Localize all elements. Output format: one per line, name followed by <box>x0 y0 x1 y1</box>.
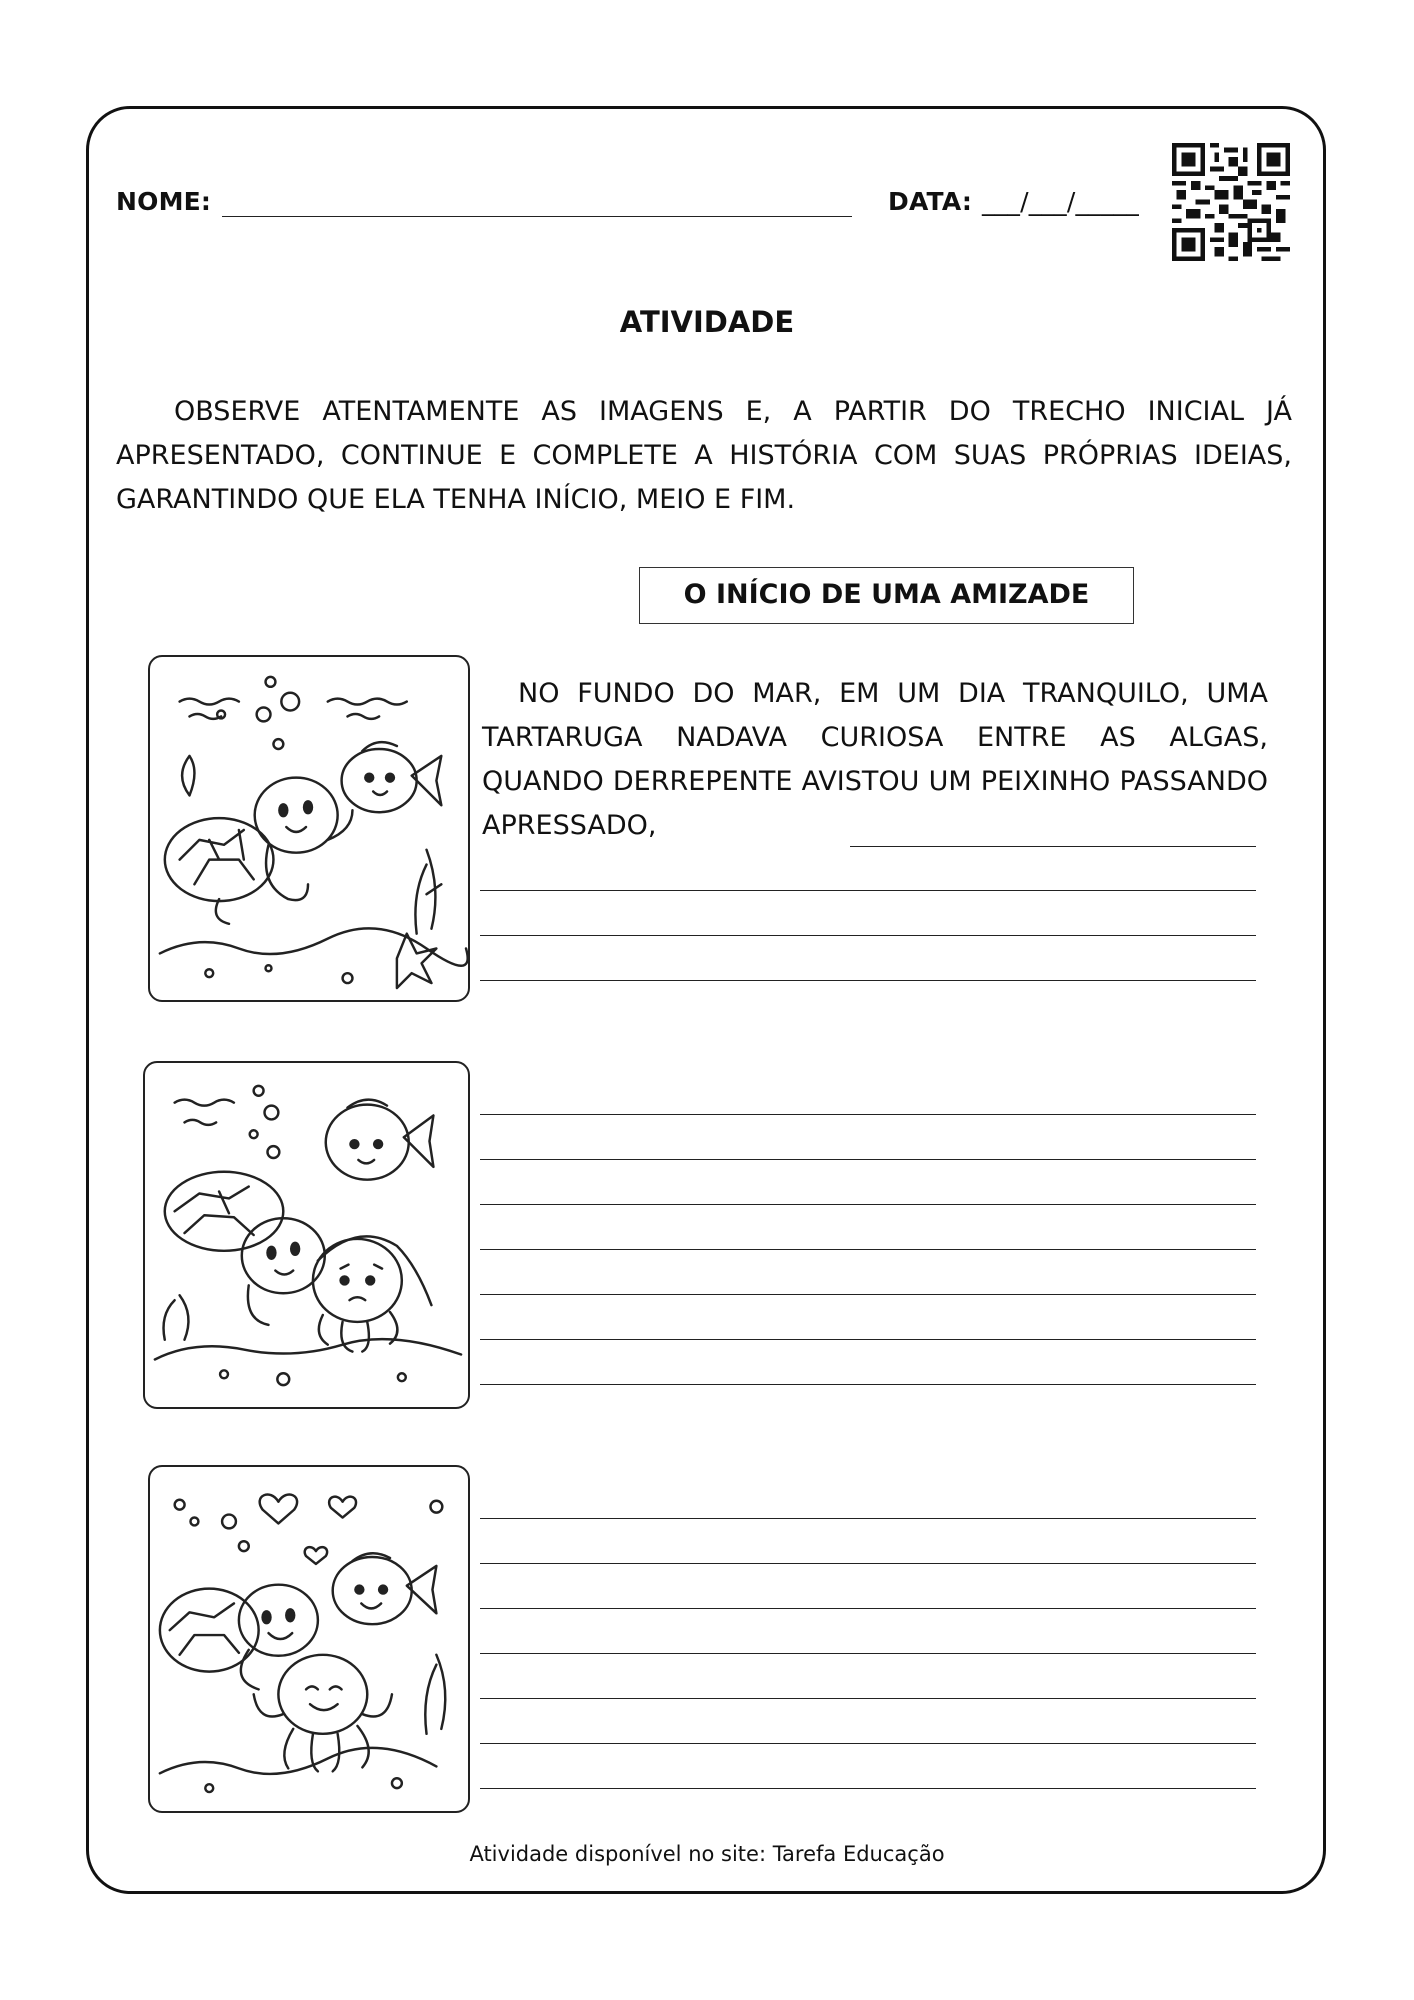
writing-line[interactable] <box>480 1653 1256 1654</box>
footer-credit: Atividade disponível no site: Tarefa Educação <box>469 1842 945 1866</box>
date-blanks[interactable]: ___/___/_____ <box>982 187 1139 216</box>
writing-line[interactable] <box>480 1204 1256 1205</box>
writing-line[interactable] <box>480 1114 1256 1115</box>
turtle-fish-sad-octopus-illustration <box>143 1061 470 1409</box>
writing-line[interactable] <box>480 935 1256 936</box>
writing-line[interactable] <box>480 1698 1256 1699</box>
name-blank-line[interactable] <box>222 216 852 217</box>
writing-line[interactable] <box>850 846 1256 847</box>
writing-line[interactable] <box>480 1159 1256 1160</box>
writing-line[interactable] <box>480 1608 1256 1609</box>
writing-line[interactable] <box>480 1294 1256 1295</box>
writing-line[interactable] <box>480 1518 1256 1519</box>
name-label: NOME: <box>116 187 212 216</box>
story-start-text <box>482 672 1268 848</box>
writing-line[interactable] <box>480 1384 1256 1385</box>
writing-line[interactable] <box>480 890 1256 891</box>
activity-title: ATIVIDADE <box>619 305 795 339</box>
friends-happy-illustration <box>148 1465 470 1813</box>
writing-line[interactable] <box>480 1788 1256 1789</box>
instructions-text: OBSERVE ATENTAMENTE AS IMAGENS E, A PARTIR DO TRECHO INICIAL JÁ APRESENTADO, CONTINUE E COMPLETE A HISTÓRIA COM SUAS PRÓPRIAS IDEIAS, GARANTINDO QUE ELA TENHA INÍCIO, MEIO E FIM. <box>116 396 1292 515</box>
writing-line[interactable] <box>480 980 1256 981</box>
story-title: O INÍCIO DE UMA AMIZADE <box>683 579 1090 610</box>
writing-line[interactable] <box>480 1339 1256 1340</box>
writing-line[interactable] <box>480 1743 1256 1744</box>
instructions-paragraph <box>116 390 1292 522</box>
qr-code-icon <box>1172 143 1290 261</box>
writing-line[interactable] <box>480 1563 1256 1564</box>
date-label: DATA: <box>888 187 973 216</box>
turtle-meets-fish-illustration <box>148 655 470 1002</box>
story-title-box <box>639 567 1134 624</box>
story-start: NO FUNDO DO MAR, EM UM DIA TRANQUILO, UMA TARTARUGA NADAVA CURIOSA ENTRE AS ALGAS, QUANDO DERREPENTE AVISTOU UM PEIXINHO PASSANDO APRESSADO, <box>482 678 1268 841</box>
writing-line[interactable] <box>480 1249 1256 1250</box>
